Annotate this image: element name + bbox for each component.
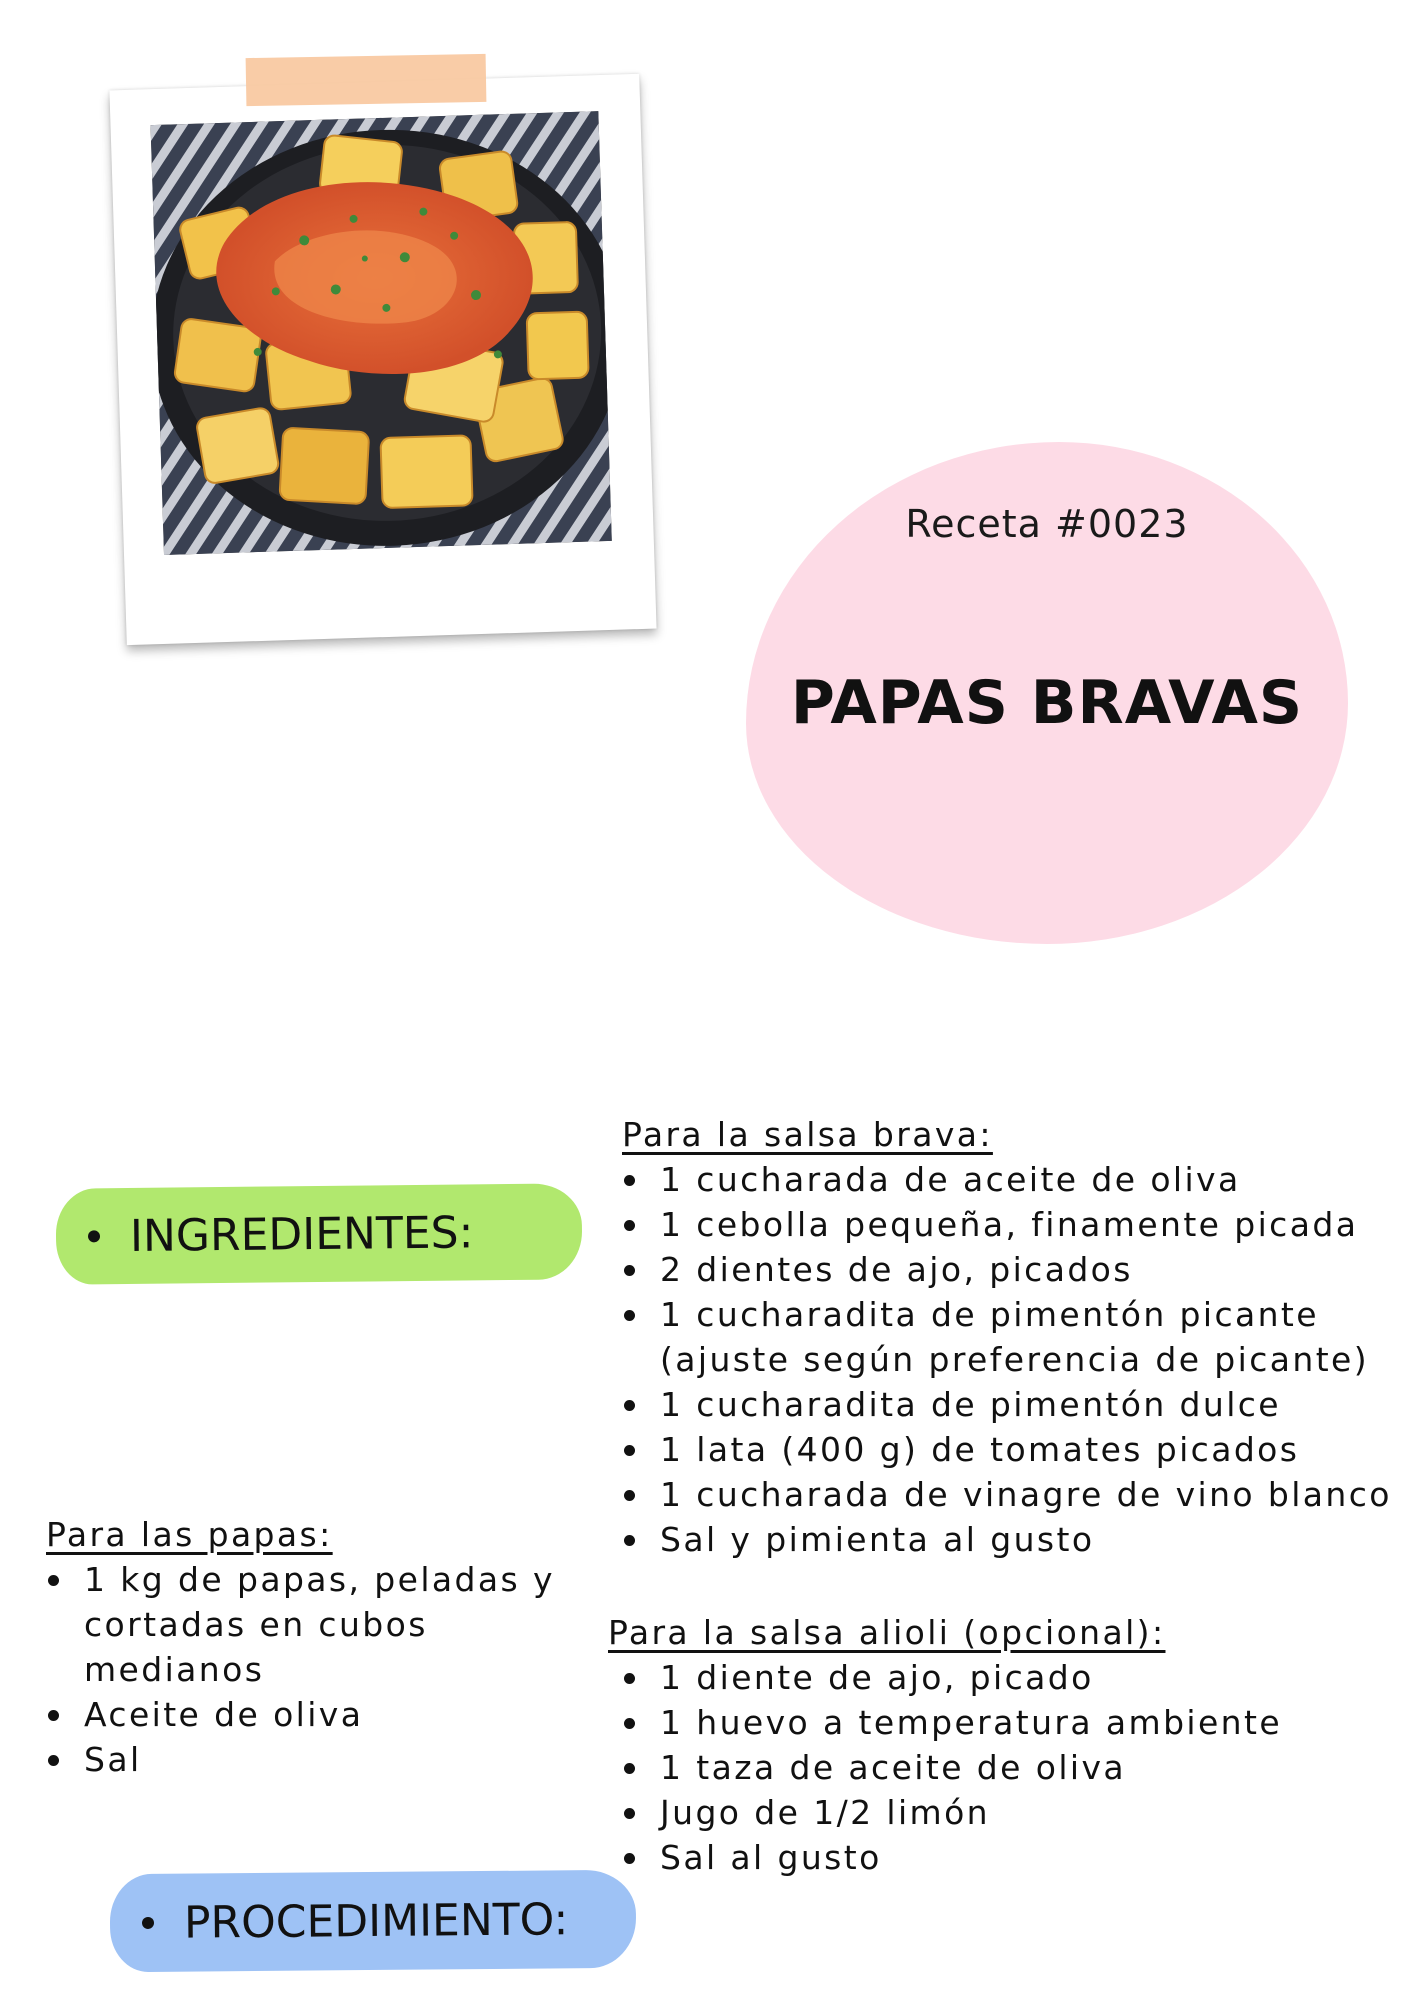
papas-bravas-photo-illustration <box>151 111 612 555</box>
papas-list <box>32 1557 572 1782</box>
list-item: 2 dientes de ajo, picados <box>608 1247 1408 1292</box>
bullet-icon <box>142 1917 154 1929</box>
recipe-photo <box>151 111 612 555</box>
salsa-brava-list <box>608 1157 1408 1562</box>
list-item: Sal y pimienta al gusto <box>608 1517 1408 1562</box>
procedure-heading-label: PROCEDIMIENTO: <box>183 1893 569 1949</box>
list-item: 1 diente de ajo, picado <box>608 1655 1408 1700</box>
salsa-alioli-title: Para la salsa alioli (opcional): <box>608 1613 1166 1652</box>
ingredients-heading-label: INGREDIENTES: <box>129 1206 474 1262</box>
bullet-icon <box>88 1230 100 1242</box>
salsa-brava-ingredients <box>608 1112 1408 1562</box>
list-item: 1 taza de aceite de oliva <box>608 1745 1408 1790</box>
tape-decoration <box>246 54 487 106</box>
list-item: Sal <box>32 1737 572 1782</box>
list-item: Aceite de oliva <box>32 1692 572 1737</box>
ingredients-heading <box>56 1183 583 1285</box>
list-item: 1 huevo a temperatura ambiente <box>608 1700 1408 1745</box>
papas-ingredients <box>32 1512 572 1782</box>
recipe-title: PAPAS BRAVAS <box>790 668 1304 738</box>
list-item: Sal al gusto <box>608 1835 1408 1880</box>
salsa-alioli-list <box>608 1655 1408 1880</box>
salsa-brava-title: Para la salsa brava: <box>622 1115 993 1154</box>
list-item: 1 lata (400 g) de tomates picados <box>608 1427 1408 1472</box>
salsa-alioli-ingredients <box>608 1610 1408 1880</box>
list-item: 1 kg de papas, peladas y cortadas en cubos medianos <box>32 1557 572 1692</box>
papas-title: Para las papas: <box>46 1515 333 1554</box>
list-item: 1 cucharada de vinagre de vino blanco <box>608 1472 1408 1517</box>
recipe-number: Receta #0023 <box>905 502 1189 546</box>
list-item: Jugo de 1/2 limón <box>608 1790 1408 1835</box>
procedure-heading <box>110 1870 637 1973</box>
recipe-photo-frame <box>109 74 656 645</box>
list-item: 1 cucharadita de pimentón picante (ajuste según preferencia de picante) <box>608 1292 1408 1382</box>
list-item: 1 cebolla pequeña, finamente picada <box>608 1202 1408 1247</box>
list-item: 1 cucharadita de pimentón dulce <box>608 1382 1408 1427</box>
list-item: 1 cucharada de aceite de oliva <box>608 1157 1408 1202</box>
